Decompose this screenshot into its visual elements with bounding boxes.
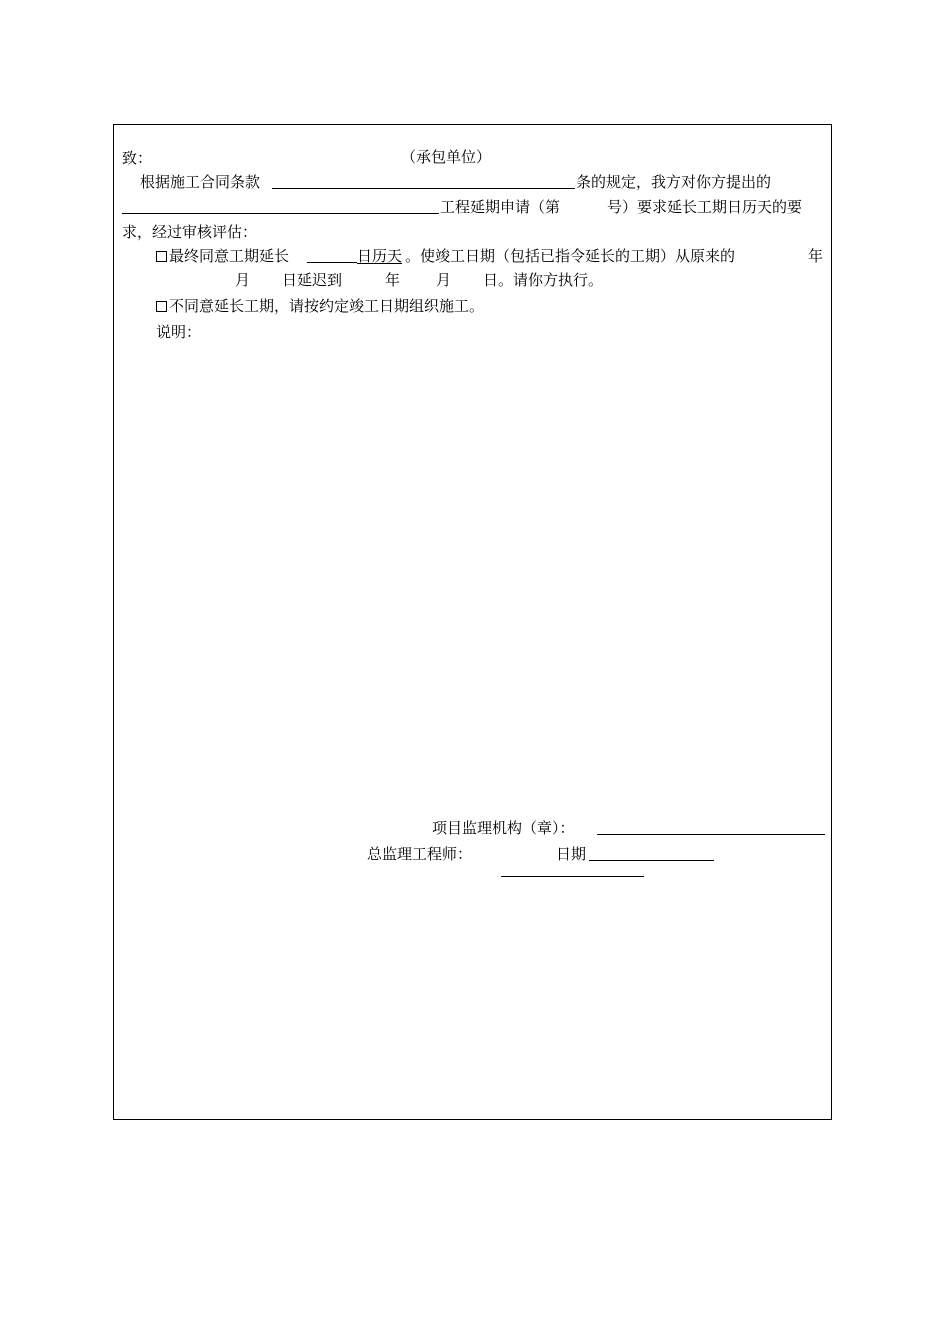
review-statement: 求，经过审核评估： (122, 223, 258, 241)
supervision-org-blank[interactable] (597, 834, 825, 835)
extension-request-text: 工程延期申请（第 (440, 198, 561, 216)
agree-lead-text: 最终同意工期延长 (169, 247, 290, 265)
original-month-label: 月 (235, 271, 251, 289)
date-blank[interactable] (589, 860, 714, 861)
original-year-label: 年 (808, 247, 824, 265)
disagree-checkbox[interactable] (156, 301, 167, 312)
date-label: 日期 (556, 845, 587, 863)
explanation-area[interactable] (156, 345, 816, 795)
to-label: 致： (122, 149, 153, 167)
supervision-org-label: 项目监理机构（章）： (432, 819, 575, 837)
contract-clause-blank[interactable] (272, 188, 575, 189)
extension-days-blank[interactable] (307, 262, 357, 263)
contractor-label: （承包单位） (401, 148, 492, 166)
option-agree (156, 247, 289, 265)
new-day-label: 日。请你方执行。 (483, 271, 604, 289)
contract-clause-tail: 条的规定，我方对你方提出的 (576, 173, 772, 191)
option-disagree (156, 297, 484, 315)
new-month-label: 月 (436, 271, 452, 289)
explanation-label: 说明： (156, 323, 202, 341)
calendar-days-text: 日历天 (357, 247, 403, 265)
project-name-blank[interactable] (122, 213, 439, 214)
chief-engineer-label: 总监理工程师： (367, 845, 473, 863)
disagree-text: 不同意延长工期，请按约定竣工日期组织施工。 (169, 297, 485, 315)
engineer-signature-blank[interactable] (501, 876, 644, 877)
request-number-text: 号）要求延长工期日历天的要 (607, 198, 803, 216)
new-year-label: 年 (385, 271, 401, 289)
contract-clause-lead: 根据施工合同条款 (140, 173, 261, 191)
agree-rest-text: 。使竣工日期（包括已指令延长的工期）从原来的 (405, 247, 736, 265)
original-day-label: 日延迟到 (282, 271, 343, 289)
agree-checkbox[interactable] (156, 251, 167, 262)
